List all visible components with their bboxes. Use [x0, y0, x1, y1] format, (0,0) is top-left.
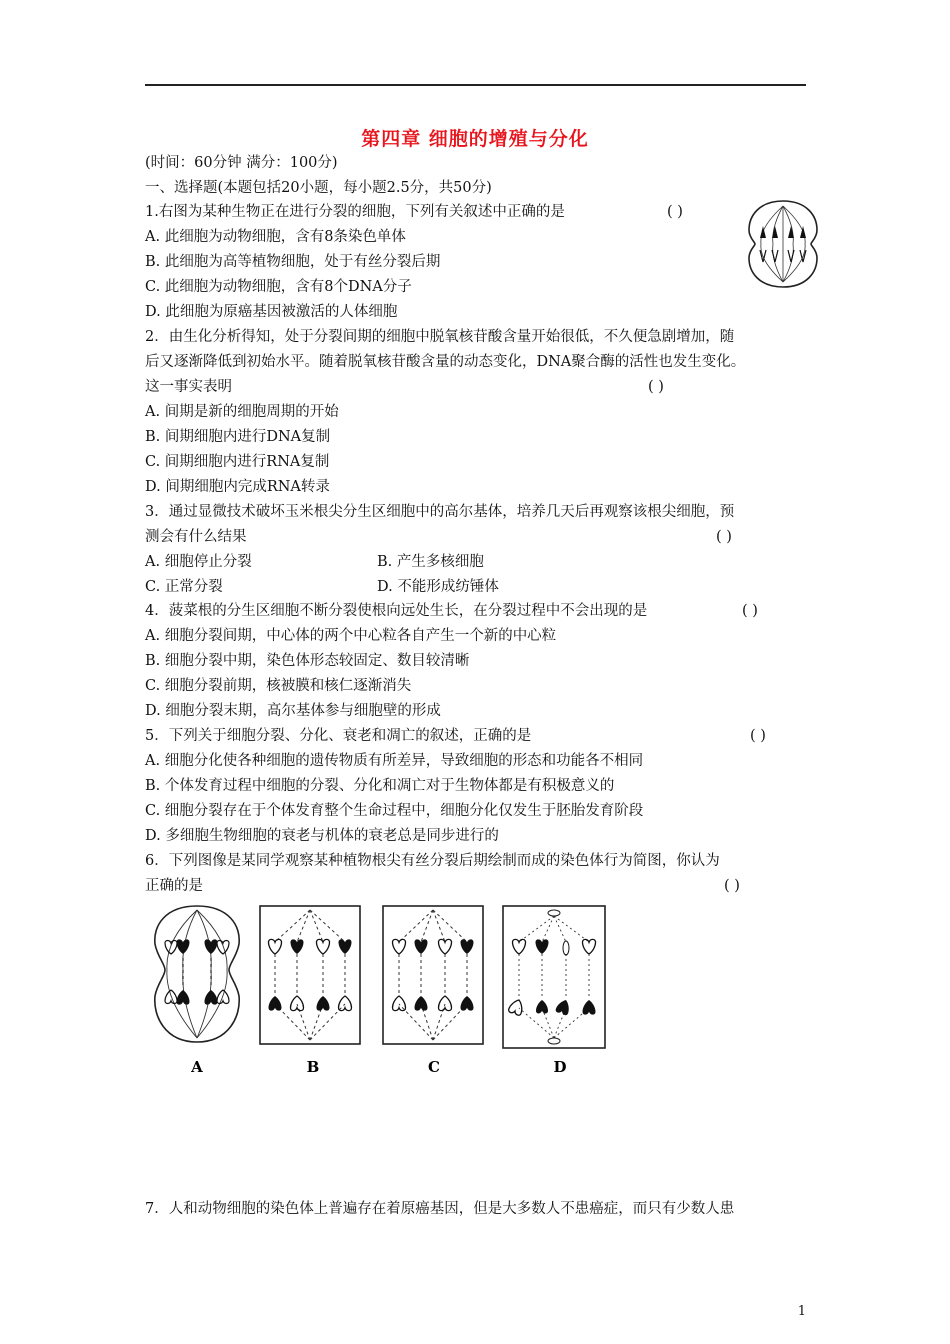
q5-option-a: A. 细胞分化使各种细胞的遗传物质有所差异，导致细胞的形态和功能各不相同 [145, 753, 644, 769]
q5-stem: 5．下列关于细胞分裂、分化、衰老和凋亡的叙述，正确的是 [145, 728, 532, 744]
q3-option-d: D. 不能形成纺锤体 [377, 579, 499, 595]
q1-cell-figure [745, 198, 821, 290]
figure-label-a: A [191, 1058, 203, 1076]
q2-stem-line2: 后又逐渐降低到初始水平。随着脱氧核苷酸含量的动态变化，DNA聚合酶的活性也发生变化。 [145, 354, 746, 370]
q1-option-a: A. 此细胞为动物细胞，含有8条染色单体 [145, 229, 406, 245]
section-heading: 一、选择题(本题包括20小题，每小题2.5分，共50分) [145, 180, 492, 196]
figure-label-b: B [306, 1058, 320, 1076]
q4-answer-blank: ( ) [742, 603, 758, 619]
q5-option-d: D. 多细胞生物细胞的衰老与机体的衰老总是同步进行的 [145, 828, 499, 844]
q2-stem-line1: 2．由生化分析得知，处于分裂间期的细胞中脱氧核苷酸含量开始很低，不久便急剧增加，随 [145, 329, 735, 345]
chapter-title: 第四章 细胞的增殖与分化 [361, 128, 589, 150]
figure-label-c: C [428, 1058, 440, 1076]
q4-option-b: B. 细胞分裂中期，染色体形态较固定、数目较清晰 [145, 653, 470, 669]
q4-option-a: A. 细胞分裂间期，中心体的两个中心粒各自产生一个新的中心粒 [145, 628, 557, 644]
q6-figure-set [145, 900, 615, 1080]
q3-stem-line1: 3．通过显微技术破坏玉米根尖分生区细胞中的高尔基体，培养几天后再观察该根尖细胞，预 [145, 504, 735, 520]
q1-stem: 1.右图为某种生物正在进行分裂的细胞，下列有关叙述中正确的是 [145, 204, 565, 220]
q3-option-b: B. 产生多核细胞 [377, 554, 484, 570]
q2-option-d: D. 间期细胞内完成RNA转录 [145, 479, 330, 495]
q2-option-b: B. 间期细胞内进行DNA复制 [145, 429, 331, 445]
figure-d [503, 906, 605, 1048]
q2-option-a: A. 间期是新的细胞周期的开始 [145, 404, 339, 420]
q5-answer-blank: ( ) [750, 728, 766, 744]
q2-stem-line3: 这一事实表明 [145, 379, 232, 395]
q5-option-c: C. 细胞分裂存在于个体发育整个生命过程中，细胞分化仅发生于胚胎发育阶段 [145, 803, 644, 819]
q7-stem-line1: 7．人和动物细胞的染色体上普遍存在着原癌基因，但是大多数人不患癌症，而只有少数人患 [145, 1201, 735, 1217]
figure-c [383, 906, 483, 1044]
q4-option-d: D. 细胞分裂末期，高尔基体参与细胞壁的形成 [145, 703, 441, 719]
q3-option-a: A. 细胞停止分裂 [145, 554, 252, 570]
q4-option-c: C. 细胞分裂前期，核被膜和核仁逐渐消失 [145, 678, 412, 694]
q2-option-c: C. 间期细胞内进行RNA复制 [145, 454, 330, 470]
q6-answer-blank: ( ) [724, 878, 740, 894]
q1-answer-blank: ( ) [667, 204, 683, 220]
page-number: 1 [797, 1304, 806, 1319]
q3-answer-blank: ( ) [716, 529, 732, 545]
q5-option-b: B. 个体发育过程中细胞的分裂、分化和凋亡对于生物体都是有积极意义的 [145, 778, 615, 794]
q1-option-b: B. 此细胞为高等植物细胞，处于有丝分裂后期 [145, 254, 441, 270]
q6-stem-line1: 6．下列图像是某同学观察某种植物根尖有丝分裂后期绘制而成的染色体行为简图，你认为 [145, 853, 720, 869]
q2-answer-blank: ( ) [648, 379, 664, 395]
q3-stem-line2: 测会有什么结果 [145, 529, 247, 545]
figure-label-d: D [553, 1058, 567, 1076]
figure-b [260, 906, 360, 1044]
q1-option-d: D. 此细胞为原癌基因被激活的人体细胞 [145, 304, 398, 320]
q4-stem: 4．菠菜根的分生区细胞不断分裂使根向远处生长，在分裂过程中不会出现的是 [145, 603, 648, 619]
q6-stem-line2: 正确的是 [145, 878, 203, 894]
q3-option-c: C. 正常分裂 [145, 579, 223, 595]
q1-option-c: C. 此细胞为动物细胞，含有8个DNA分子 [145, 279, 412, 295]
exam-meta: (时间：60分钟 满分：100分) [145, 155, 338, 171]
figure-a [155, 906, 239, 1042]
header-rule [145, 84, 806, 86]
